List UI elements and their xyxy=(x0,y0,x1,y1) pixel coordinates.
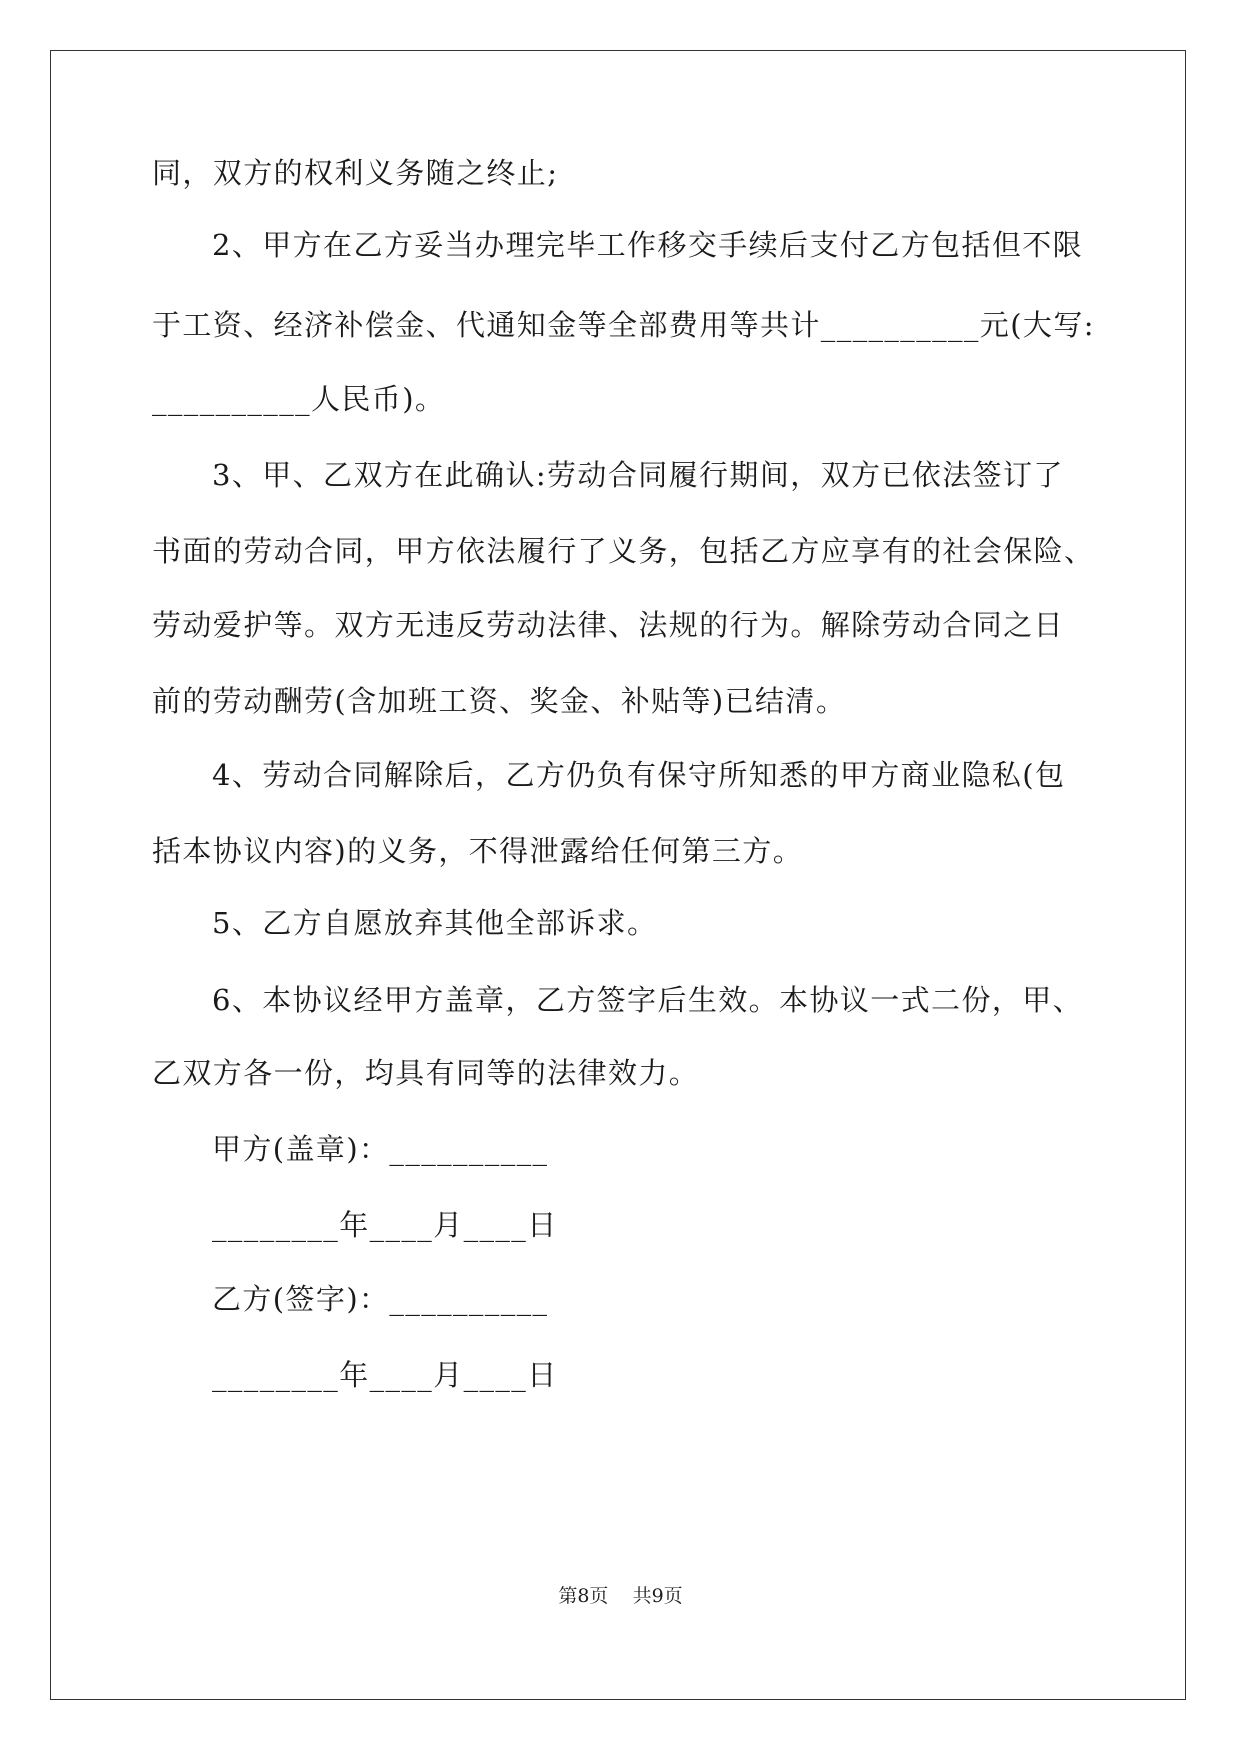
text-line-9: 4、劳动合同解除后，乙方仍负有保守所知悉的甲方商业隐私(包 xyxy=(212,758,1066,792)
party-a-date-line: ________年____月____日 xyxy=(212,1208,558,1242)
text-line-11: 5、乙方自愿放弃其他全部诉求。 xyxy=(212,906,658,940)
text-line-3: 于工资、经济补偿金、代通知金等全部费用等共计__________元(大写: xyxy=(152,308,1095,342)
page-border xyxy=(50,50,1186,1700)
party-b-signature-line: 乙方(签字)：__________ xyxy=(212,1282,549,1316)
text-line-5: 3、甲、乙双方在此确认:劳动合同履行期间，双方已依法签订了 xyxy=(212,458,1064,492)
text-line-4: __________人民币)。 xyxy=(152,382,446,416)
text-line-7: 劳动爱护等。双方无违反劳动法律、法规的行为。解除劳动合同之日 xyxy=(152,608,1065,642)
party-b-date-line: ________年____月____日 xyxy=(212,1358,558,1392)
text-line-13: 乙双方各一份，均具有同等的法律效力。 xyxy=(152,1056,700,1090)
text-line-12: 6、本协议经甲方盖章，乙方签字后生效。本协议一式二份，甲、 xyxy=(212,983,1084,1017)
text-line-2: 2、甲方在乙方妥当办理完毕工作移交手续后支付乙方包括但不限 xyxy=(212,228,1084,262)
text-line-1: 同，双方的权利义务随之终止; xyxy=(152,156,559,190)
text-line-6: 书面的劳动合同，甲方依法履行了义务，包括乙方应享有的社会保险、 xyxy=(152,534,1095,568)
page-footer xyxy=(0,1584,1241,1608)
page-total: 共9页 xyxy=(632,1585,683,1607)
page-number: 第8页 xyxy=(558,1585,609,1607)
party-a-seal-line: 甲方(盖章)：__________ xyxy=(212,1132,549,1166)
text-line-8: 前的劳动酬劳(含加班工资、奖金、补贴等)已结清。 xyxy=(152,684,847,718)
text-line-10: 括本协议内容)的义务，不得泄露给任何第三方。 xyxy=(152,834,804,868)
